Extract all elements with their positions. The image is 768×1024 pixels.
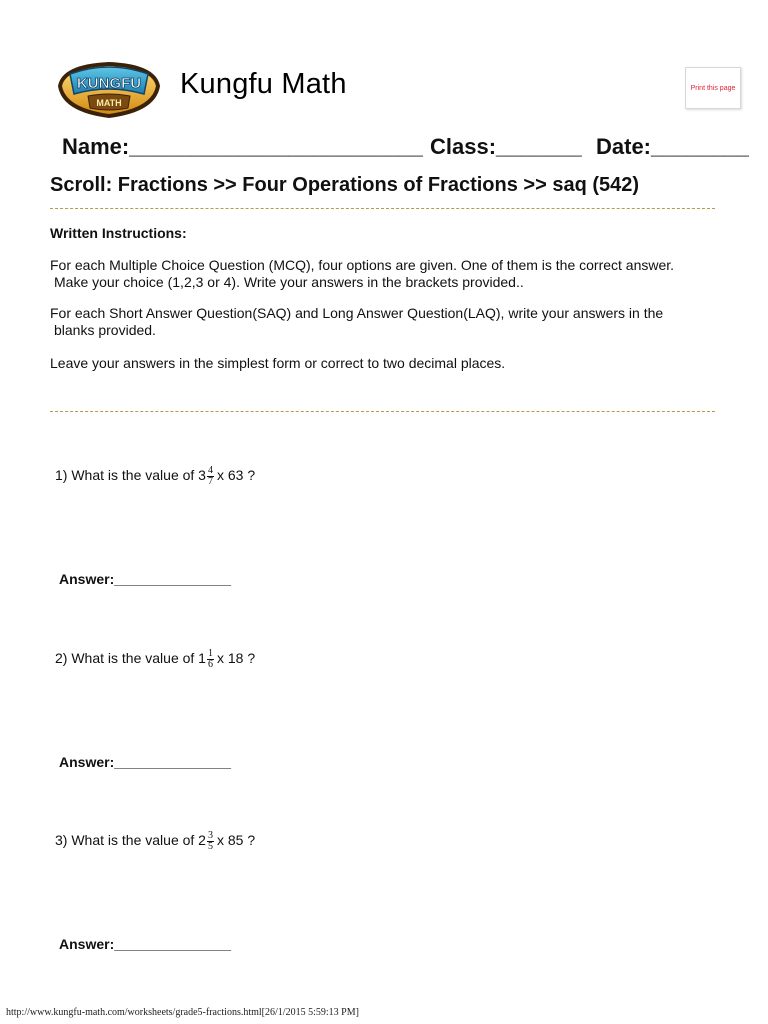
answer-line-2: Answer:_______________: [59, 754, 232, 770]
site-title: Kungfu Math: [180, 68, 347, 100]
question-text: 2) What is the value of 1: [55, 650, 206, 667]
question-suffix: x 85 ?: [216, 832, 256, 849]
kungfu-math-logo: [52, 56, 166, 122]
denominator: 7: [207, 476, 213, 487]
question-suffix: x 18 ?: [216, 650, 256, 667]
question-3: [55, 831, 255, 852]
class-field: Class:_______: [430, 134, 582, 159]
instruction-mcq-line1: For each Multiple Choice Question (MCQ), four options are given. One of them is the correct answer.: [50, 257, 675, 273]
divider: [50, 411, 715, 412]
fraction: [207, 831, 214, 852]
instruction-simplest-form: Leave your answers in the simplest form or correct to two decimal places.: [50, 355, 506, 371]
fraction: [207, 649, 214, 670]
question-suffix: x 63 ?: [216, 467, 256, 484]
instruction-saq-line2: blanks provided.: [54, 322, 156, 338]
name-field: Name:________________________: [62, 134, 423, 159]
answer-line-3: Answer:_______________: [59, 936, 232, 952]
numerator: 1: [207, 648, 213, 659]
instruction-mcq-line2: Make your choice (1,2,3 or 4). Write your answers in the brackets provided..: [54, 274, 524, 290]
instruction-saq: [50, 305, 730, 339]
date-field: Date:________: [596, 134, 749, 159]
print-page-button[interactable]: Print this page: [685, 67, 741, 109]
instruction-saq-line1: For each Short Answer Question(SAQ) and Long Answer Question(LAQ), write your answers in the: [50, 305, 664, 321]
question-1: [55, 466, 255, 487]
answer-line-1: Answer:_______________: [59, 571, 232, 587]
student-fields: [62, 134, 748, 160]
fraction: [207, 466, 214, 487]
svg-text:KUNGFU: KUNGFU: [76, 75, 142, 92]
instructions-heading: Written Instructions:: [50, 225, 187, 241]
worksheet-title: Scroll: Fractions >> Four Operations of Fractions >> saq (542): [50, 174, 640, 196]
question-text: 3) What is the value of 2: [55, 832, 206, 849]
numerator: 4: [207, 465, 213, 476]
question-text: 1) What is the value of 3: [55, 467, 206, 484]
question-2: [55, 649, 255, 670]
denominator: 5: [207, 841, 213, 852]
numerator: 3: [207, 830, 213, 841]
instruction-mcq: [50, 257, 730, 291]
svg-text:MATH: MATH: [96, 98, 122, 108]
denominator: 6: [207, 659, 213, 670]
divider: [50, 208, 715, 209]
page-url-footer: http://www.kungfu-math.com/worksheets/grade5-fractions.html[26/1/2015 5:59:13 PM]: [6, 1007, 359, 1018]
